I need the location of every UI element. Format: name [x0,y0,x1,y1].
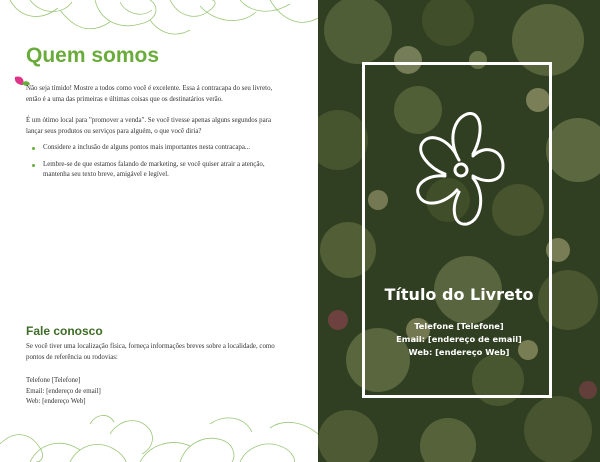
floral-line-art-bottom [0,404,318,462]
flower-outline-icon [411,104,511,254]
bullet-dot [32,147,35,150]
cover-email: Email: [endereço de email] [396,334,522,344]
cover-phone: Telefone [Telefone] [414,321,504,331]
cover-web: Web: [endereço Web] [408,347,510,357]
cover-title: Título do Livreto [384,285,534,304]
phone-line: Telefone [Telefone] [26,377,81,384]
page-title: Quem somos [26,44,160,67]
bullet-list [26,143,281,187]
email-line: Email: [endereço de email] [26,387,101,395]
contact-paragraph: Se você tiver uma localização física, forneça informações breves sobre a localidade, como pontos de referência ou rodovias: [26,343,275,361]
intro-paragraph: Não seja tímido! Mostre a todos como você é excelente. Essa á contracapa do seu livreto, então é a uma das primeiras e últimas coisas que os destinatários verão. [26,85,273,103]
cover-contact [318,320,600,359]
floral-line-art-top [0,0,318,48]
list-item [26,160,281,181]
pitch-paragraph: É um ótimo local para "promover a venda". Se você tivesse apenas alguns segundos para lançar seus produtos ou serviços para alguém, o que você diria? [26,117,272,135]
web-line: Web: [endereço Web] [26,398,86,406]
list-item [26,143,281,154]
bullet-dot [32,164,35,167]
contact-details [26,376,101,408]
contact-heading: Fale conosco [26,324,103,338]
bullet-text: Considere a inclusão de alguns pontos mais importantes nesta contracapa... [43,144,251,151]
front-cover-page [318,0,600,462]
bullet-text: Lembre-se de que estamos falando de marketing, se você quiser atrair a atenção, mantenha seu texto breve, amigável e legível. [43,160,265,179]
